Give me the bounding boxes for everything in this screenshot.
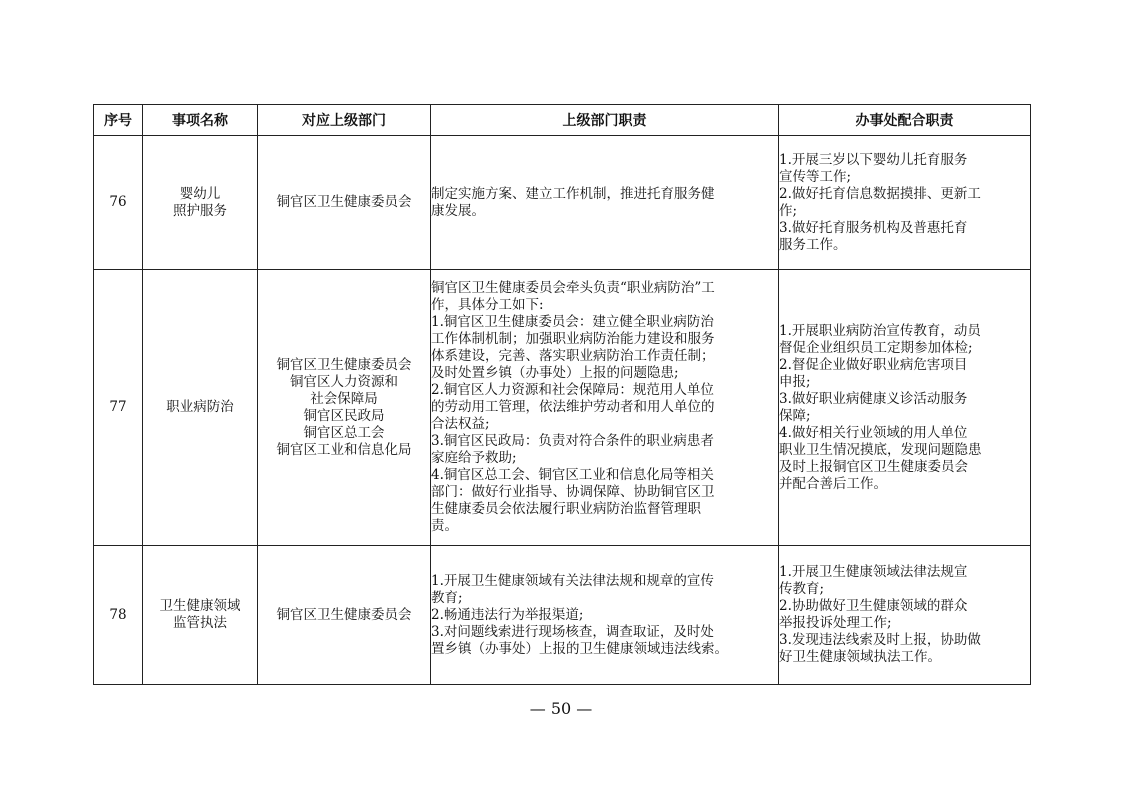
text-line: 申报;: [779, 373, 811, 390]
text-line: 铜官区卫生健康委员会: [276, 356, 412, 373]
text-line: 职业病防治: [166, 399, 234, 415]
text-line: 铜官区卫生健康委员会: [276, 194, 412, 210]
text-line: 4.做好相关行业领域的用人单位: [779, 424, 968, 441]
text-line: 卫生健康领域: [159, 598, 241, 614]
text-line: 的劳动用工管理，依法维护劳动者和用人单位的: [431, 399, 715, 415]
cell-office-cooperation-duties: [779, 546, 1031, 685]
text-line: 及时处置乡镇（办事处）上报的问题隐患;: [431, 365, 679, 381]
text-line: 照护服务: [173, 202, 227, 219]
text-line: 工作体制机制；加强职业病防治能力建设和服务: [431, 331, 715, 347]
text-line: 及时上报铜官区卫生健康委员会: [779, 458, 968, 475]
text-line: 职业卫生情况摸底，发现问题隐患: [779, 441, 982, 458]
text-line: 责。: [431, 518, 458, 534]
text-line: 教育;: [431, 589, 463, 606]
text-line: 铜官区卫生健康委员会: [276, 606, 412, 623]
text-line: 铜官区民政局: [303, 407, 385, 424]
table-row: [94, 270, 1031, 546]
text-line: 生健康委员会依法履行职业病防治监督管理职: [431, 501, 701, 517]
text-line: 2.督促企业做好职业病危害项目: [779, 356, 968, 373]
text-line: 家庭给予救助;: [431, 450, 517, 466]
text-line: 3.做好职业病健康义诊活动服务: [779, 390, 968, 407]
cell-serial-number: 78: [94, 546, 143, 685]
text-line: 作;: [779, 202, 798, 219]
text-line: 3.发现违法线索及时上报，协助做: [779, 632, 981, 648]
text-line: 3.对问题线索进行现场核查，调查取证，及时处: [431, 623, 714, 640]
header-item-name: 事项名称: [143, 105, 258, 136]
text-line: 置乡镇（办事处）上报的卫生健康领域违法线索。: [431, 640, 728, 657]
text-line: 并配合善后工作。: [779, 475, 887, 492]
header-office-cooperation-duties: 办事处配合职责: [779, 105, 1031, 136]
text-line: 宣传等工作;: [779, 168, 852, 185]
text-line: 康发展。: [431, 202, 485, 219]
text-line: 好卫生健康领域执法工作。: [779, 649, 941, 665]
text-line: 2.铜官区人力资源和社会保障局：规范用人单位: [431, 382, 714, 398]
text-line: 1.开展三岁以下婴幼儿托育服务: [779, 151, 968, 168]
text-line: 2.畅通违法行为举报渠道;: [431, 606, 584, 623]
text-line: 部门：做好行业指导、协调保障、协助铜官区卫: [431, 484, 715, 500]
text-line: 4.铜官区总工会、铜官区工业和信息化局等相关: [431, 467, 714, 483]
text-line: 2.协助做好卫生健康领域的群众: [779, 598, 968, 614]
text-line: 体系建设，完善、落实职业病防治工作责任制；: [431, 348, 715, 364]
table-row: [94, 136, 1031, 270]
text-line: 铜官区卫生健康委员会牵头负责“职业病防治”工: [431, 280, 715, 296]
table-header-row: [94, 105, 1031, 136]
text-line: 监管执法: [173, 615, 227, 631]
text-line: 1.开展卫生健康领域法律法规宣: [779, 564, 968, 580]
cell-superior-duties: [431, 546, 779, 685]
cell-superior-department: [258, 270, 431, 546]
cell-item-name: [143, 270, 258, 546]
cell-serial-number: 76: [94, 136, 143, 270]
text-line: 服务工作。: [779, 236, 847, 253]
text-line: 铜官区人力资源和: [290, 373, 398, 390]
text-line: 保障;: [779, 407, 811, 424]
header-superior-duties: 上级部门职责: [431, 105, 779, 136]
header-serial-number: 序号: [94, 105, 143, 136]
text-line: 合法权益;: [431, 416, 490, 432]
text-line: 社会保障局: [310, 390, 378, 407]
text-line: 作，具体分工如下:: [431, 297, 544, 313]
cell-item-name: [143, 546, 258, 685]
table-row: [94, 546, 1031, 685]
text-line: 1.开展职业病防治宣传教育，动员: [779, 322, 981, 339]
cell-office-cooperation-duties: [779, 136, 1031, 270]
text-line: 举报投诉处理工作;: [779, 615, 892, 631]
text-line: 3.铜官区民政局：负责对符合条件的职业病患者: [431, 433, 714, 449]
header-superior-department: 对应上级部门: [258, 105, 431, 136]
text-line: 1.开展卫生健康领域有关法律法规和规章的宣传: [431, 572, 714, 589]
text-line: 婴幼儿: [179, 185, 221, 202]
cell-serial-number: 77: [94, 270, 143, 546]
cell-superior-duties: [431, 136, 779, 270]
cell-office-cooperation-duties: [779, 270, 1031, 546]
cell-item-name: [143, 136, 258, 270]
text-line: 督促企业组织员工定期参加体检;: [779, 339, 973, 356]
text-line: 1.铜官区卫生健康委员会：建立健全职业病防治: [431, 314, 714, 330]
text-line: 2.做好托育信息数据摸排、更新工: [779, 185, 981, 202]
cell-superior-duties: [431, 270, 779, 546]
responsibility-table: [93, 104, 1031, 685]
table-body: [94, 136, 1031, 685]
text-line: 铜官区工业和信息化局: [276, 441, 412, 458]
cell-superior-department: [258, 546, 431, 685]
page-number: — 50 —: [529, 699, 593, 718]
cell-superior-department: [258, 136, 431, 270]
text-line: 铜官区总工会: [303, 424, 385, 441]
text-line: 3.做好托育服务机构及普惠托育: [779, 219, 968, 236]
text-line: 传教育;: [779, 581, 825, 597]
text-line: 制定实施方案、建立工作机制，推进托育服务健: [431, 185, 715, 202]
